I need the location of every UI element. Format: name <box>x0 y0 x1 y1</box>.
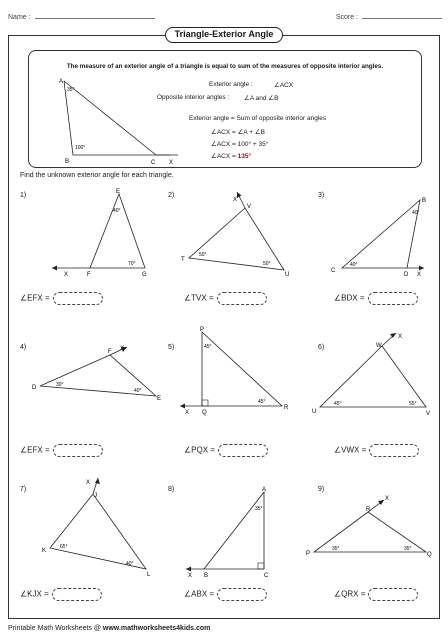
problem-5-triangle <box>172 322 292 422</box>
p9-angle-q: 35° <box>404 546 412 552</box>
problem-9-number: 9) <box>318 486 325 493</box>
p2-label-u: U <box>285 272 290 278</box>
problem-3-answer <box>334 292 418 305</box>
problem-7-number: 7) <box>20 486 27 493</box>
p1-label-e: E <box>116 189 121 195</box>
p3-label-d: D <box>404 272 409 278</box>
example-triangle <box>51 75 181 167</box>
p9-answer-label: ∠QRX = <box>334 589 366 599</box>
instructions: Find the unknown exterior angle for each triangle. <box>20 172 174 179</box>
p6-label-x: X <box>398 334 403 340</box>
score-line <box>362 18 442 19</box>
problem-3-triangle <box>328 186 438 286</box>
exterior-value: ∠ACX <box>274 82 294 89</box>
p7-label-l: L <box>147 572 151 578</box>
p8-answer-box[interactable] <box>217 588 267 601</box>
footer <box>8 625 210 632</box>
p6-label-w: W <box>376 343 382 349</box>
example-label-b: B <box>65 159 70 165</box>
p8-label-a: A <box>262 487 267 493</box>
problem-1-answer <box>20 292 103 305</box>
example-angle-b: 100° <box>75 145 86 151</box>
p5-label-r: R <box>284 405 289 411</box>
footer-url[interactable]: www.mathworksheets4kids.com <box>102 625 211 632</box>
p3-answer-box[interactable] <box>368 292 418 305</box>
p5-label-x: X <box>185 410 190 416</box>
p8-answer-label: ∠ABX = <box>184 589 215 599</box>
problem-1-number: 1) <box>20 192 27 199</box>
exterior-label: Exterior angle : <box>209 81 253 88</box>
example-label-x: X <box>169 160 174 166</box>
step-3-answer: 135° <box>237 153 252 160</box>
p2-label-v: V <box>247 204 252 210</box>
problem-6-triangle <box>308 330 438 420</box>
problem-8-number: 8) <box>168 486 175 493</box>
p8-label-x: X <box>188 573 193 579</box>
p7-label-x: X <box>86 480 91 486</box>
problem-6-answer <box>334 444 419 457</box>
info-statement: The measure of an exterior angle of a triangle is equal to sum of the measures of opposite interior angles. <box>66 63 384 70</box>
p1-angle-e: 40° <box>113 208 121 214</box>
problem-8-answer <box>184 588 267 601</box>
p6-answer-label: ∠VWX = <box>334 445 367 455</box>
p9-answer-box[interactable] <box>368 588 418 601</box>
p8-angle-a: 35° <box>255 506 263 512</box>
p2-angle-t: 50° <box>199 252 207 258</box>
problem-7-answer <box>20 588 102 601</box>
problem-9-answer <box>334 588 418 601</box>
problem-7-triangle <box>36 472 176 582</box>
p6-label-v: V <box>426 411 431 417</box>
name-line <box>35 18 155 19</box>
name-label: Name : <box>8 14 31 21</box>
p7-answer-box[interactable] <box>52 588 102 601</box>
p6-angle-v: 55° <box>409 401 417 407</box>
problem-1-triangle <box>40 186 180 286</box>
p9-label-x: X <box>385 496 390 502</box>
p7-label-j: J <box>94 493 97 499</box>
p3-answer-label: ∠BDX = <box>334 293 365 303</box>
p4-label-x: X <box>120 346 125 352</box>
problem-3-number: 3) <box>318 192 325 199</box>
p9-label-r: R <box>366 507 371 513</box>
problem-4-answer <box>20 444 103 457</box>
step-3 <box>211 152 251 160</box>
problem-5-number: 5) <box>168 344 175 351</box>
p7-answer-label: ∠KJX = <box>20 589 49 599</box>
p4-angle-e: 40° <box>134 388 142 394</box>
step-3-prefix: ∠ACX = <box>211 153 238 160</box>
p4-label-e: E <box>157 396 162 402</box>
p2-label-x: X <box>233 197 238 203</box>
p2-answer-label: ∠TVX = <box>184 293 214 303</box>
example-label-c: C <box>151 160 156 166</box>
p6-angle-u: 45° <box>334 401 342 407</box>
problem-2-number: 2) <box>168 192 175 199</box>
p3-angle-c: 40° <box>350 262 358 268</box>
p3-label-c: C <box>331 268 336 274</box>
p7-angle-l: 40° <box>126 561 134 567</box>
info-box <box>28 50 422 168</box>
p9-angle-p: 35° <box>332 546 340 552</box>
p6-answer-box[interactable] <box>369 444 419 457</box>
p1-label-g: G <box>142 272 147 278</box>
problem-4-triangle <box>30 338 170 428</box>
problem-2-answer <box>184 292 267 305</box>
p4-angle-d: 30° <box>56 382 64 388</box>
step-1: ∠ACX = ∠A + ∠B <box>211 129 265 136</box>
p2-angle-u: 50° <box>263 261 271 267</box>
p3-label-x: X <box>417 272 422 278</box>
p9-label-p: P <box>306 551 311 557</box>
p1-label-x: X <box>64 272 69 278</box>
p7-angle-k: 65° <box>60 544 68 550</box>
p3-angle-b: 40° <box>412 210 420 216</box>
p6-label-u: U <box>312 409 317 415</box>
score-field[interactable] <box>336 14 442 21</box>
p5-answer-box[interactable] <box>218 444 268 457</box>
p5-angle-p: 45° <box>204 344 212 350</box>
p5-angle-r: 45° <box>258 399 266 405</box>
opposite-label: Opposite interior angles : <box>157 94 230 101</box>
p8-label-c: C <box>264 573 269 579</box>
p4-label-f: F <box>108 349 112 355</box>
p4-answer-label: ∠EFX = <box>20 445 50 455</box>
p1-label-f: F <box>87 272 91 278</box>
problem-2-triangle <box>175 186 315 286</box>
p4-label-d: D <box>32 385 37 391</box>
p5-label-q: Q <box>202 410 207 416</box>
p3-label-b: B <box>422 198 427 204</box>
p1-answer-label: ∠EFX = <box>20 293 50 303</box>
example-label-a: A <box>59 79 64 85</box>
p5-answer-label: ∠PQX = <box>184 445 215 455</box>
problem-8-triangle <box>180 482 280 582</box>
p1-answer-box[interactable] <box>53 292 103 305</box>
problem-5-answer <box>184 444 268 457</box>
name-field[interactable] <box>8 14 155 21</box>
p1-angle-g: 70° <box>128 261 136 267</box>
worksheet-title: Triangle-Exterior Angle <box>165 27 283 43</box>
step-2: ∠ACX = 100° + 35° <box>211 141 269 148</box>
p5-label-p: P <box>200 327 205 333</box>
problem-9-triangle <box>302 492 442 572</box>
p2-answer-box[interactable] <box>217 292 267 305</box>
p9-label-q: Q <box>427 552 432 558</box>
rule-text: Exterior angle = Sum of opposite interior angles <box>189 115 327 122</box>
p2-label-t: T <box>181 257 185 263</box>
opposite-value: ∠A and ∠B <box>244 95 279 102</box>
example-angle-a: 35° <box>67 87 75 93</box>
problem-4-number: 4) <box>20 344 27 351</box>
p4-answer-box[interactable] <box>53 444 103 457</box>
problem-6-number: 6) <box>318 344 325 351</box>
footer-brand: Printable Math Worksheets @ <box>8 625 103 632</box>
p8-label-b: B <box>204 573 209 579</box>
score-label: Score : <box>335 14 358 21</box>
p7-label-k: K <box>42 548 47 554</box>
